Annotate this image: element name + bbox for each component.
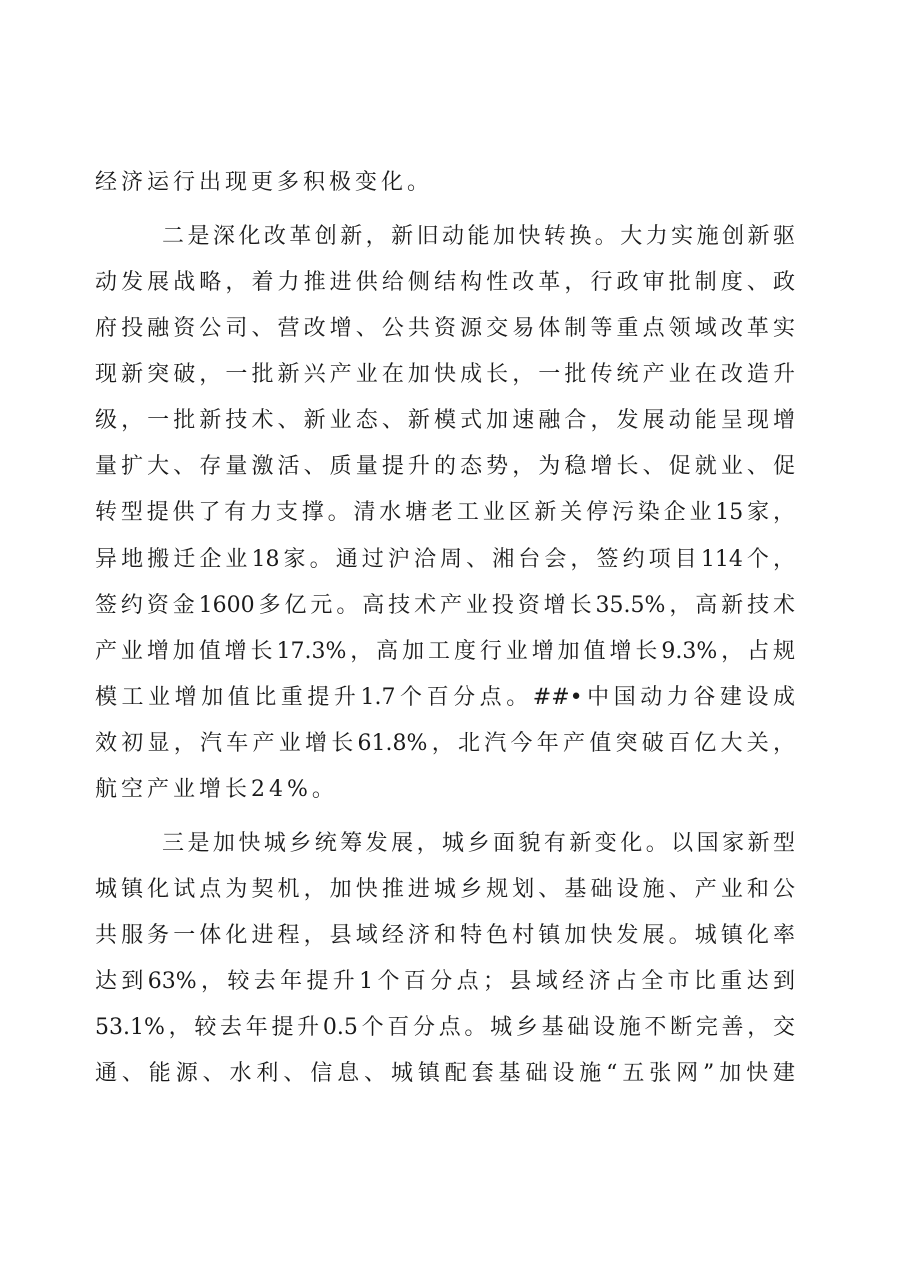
- text-line: [0, 540, 909, 580]
- text-line: [0, 263, 909, 303]
- text-line: [0, 1054, 909, 1094]
- text-line: [0, 493, 909, 533]
- line-text: 三是加快城乡统筹发展，城乡面貌有新变化。以国家新型: [162, 831, 795, 856]
- line-text: 模工业增加值比重提升1.7个百分点。##•中国动力谷建设成: [95, 685, 795, 710]
- text-line: [0, 870, 909, 910]
- line-text: 达到63%，较去年提升1个百分点；县域经济占全市比重达到: [95, 969, 795, 994]
- line-text: 城镇化试点为契机，加快推进城乡规划、基础设施、产业和公: [95, 877, 795, 902]
- line-text: 产业增加值增长17.3%，高加工度行业增加值增长9.3%，占规: [95, 639, 795, 664]
- text-line: [0, 962, 909, 1002]
- line-text: 航空产业增长24%。: [95, 777, 338, 802]
- text-line: [0, 678, 909, 718]
- line-text: 转型提供了有力支撑。清水塘老工业区新关停污染企业15家，: [95, 500, 795, 525]
- text-line: [0, 824, 909, 864]
- text-line: [0, 217, 909, 257]
- text-line: [0, 447, 909, 487]
- line-text: 签约资金1600多亿元。高技术产业投资增长35.5%，高新技术: [95, 593, 795, 618]
- line-text: 异地搬迁企业18家。通过沪洽周、湘台会，签约项目114个，: [95, 547, 795, 572]
- line-text: 动发展战略，着力推进供给侧结构性改革，行政审批制度、政: [95, 270, 795, 295]
- line-text: 二是深化改革创新，新旧动能加快转换。大力实施创新驱: [162, 224, 795, 249]
- text-line: [0, 586, 909, 626]
- text-line: [0, 163, 909, 203]
- line-text: 经济运行出现更多积极变化。: [95, 170, 434, 195]
- line-text: 级，一批新技术、新业态、新模式加速融合，发展动能呈现增: [95, 408, 795, 433]
- text-line: [0, 1008, 909, 1048]
- text-line: [0, 401, 909, 441]
- text-line: [0, 309, 909, 349]
- line-text: 府投融资公司、营改增、公共资源交易体制等重点领域改革实: [95, 316, 795, 341]
- line-text: 共服务一体化进程，县域经济和特色村镇加快发展。城镇化率: [95, 923, 795, 948]
- text-line: [0, 916, 909, 956]
- line-text: 现新突破，一批新兴产业在加快成长，一批传统产业在改造升: [95, 362, 795, 387]
- line-text: 效初显，汽车产业增长61.8%，北汽今年产值突破百亿大关，: [95, 731, 795, 756]
- text-line: [0, 724, 909, 764]
- line-text: 通、能源、水利、信息、城镇配套基础设施“五张网”加快建: [95, 1061, 795, 1086]
- line-text: 53.1%，较去年提升0.5个百分点。城乡基础设施不断完善，交: [95, 1015, 795, 1040]
- text-line: [0, 770, 909, 810]
- text-line: [0, 632, 909, 672]
- line-text: 量扩大、存量激活、质量提升的态势，为稳增长、促就业、促: [95, 454, 795, 479]
- text-line: [0, 355, 909, 395]
